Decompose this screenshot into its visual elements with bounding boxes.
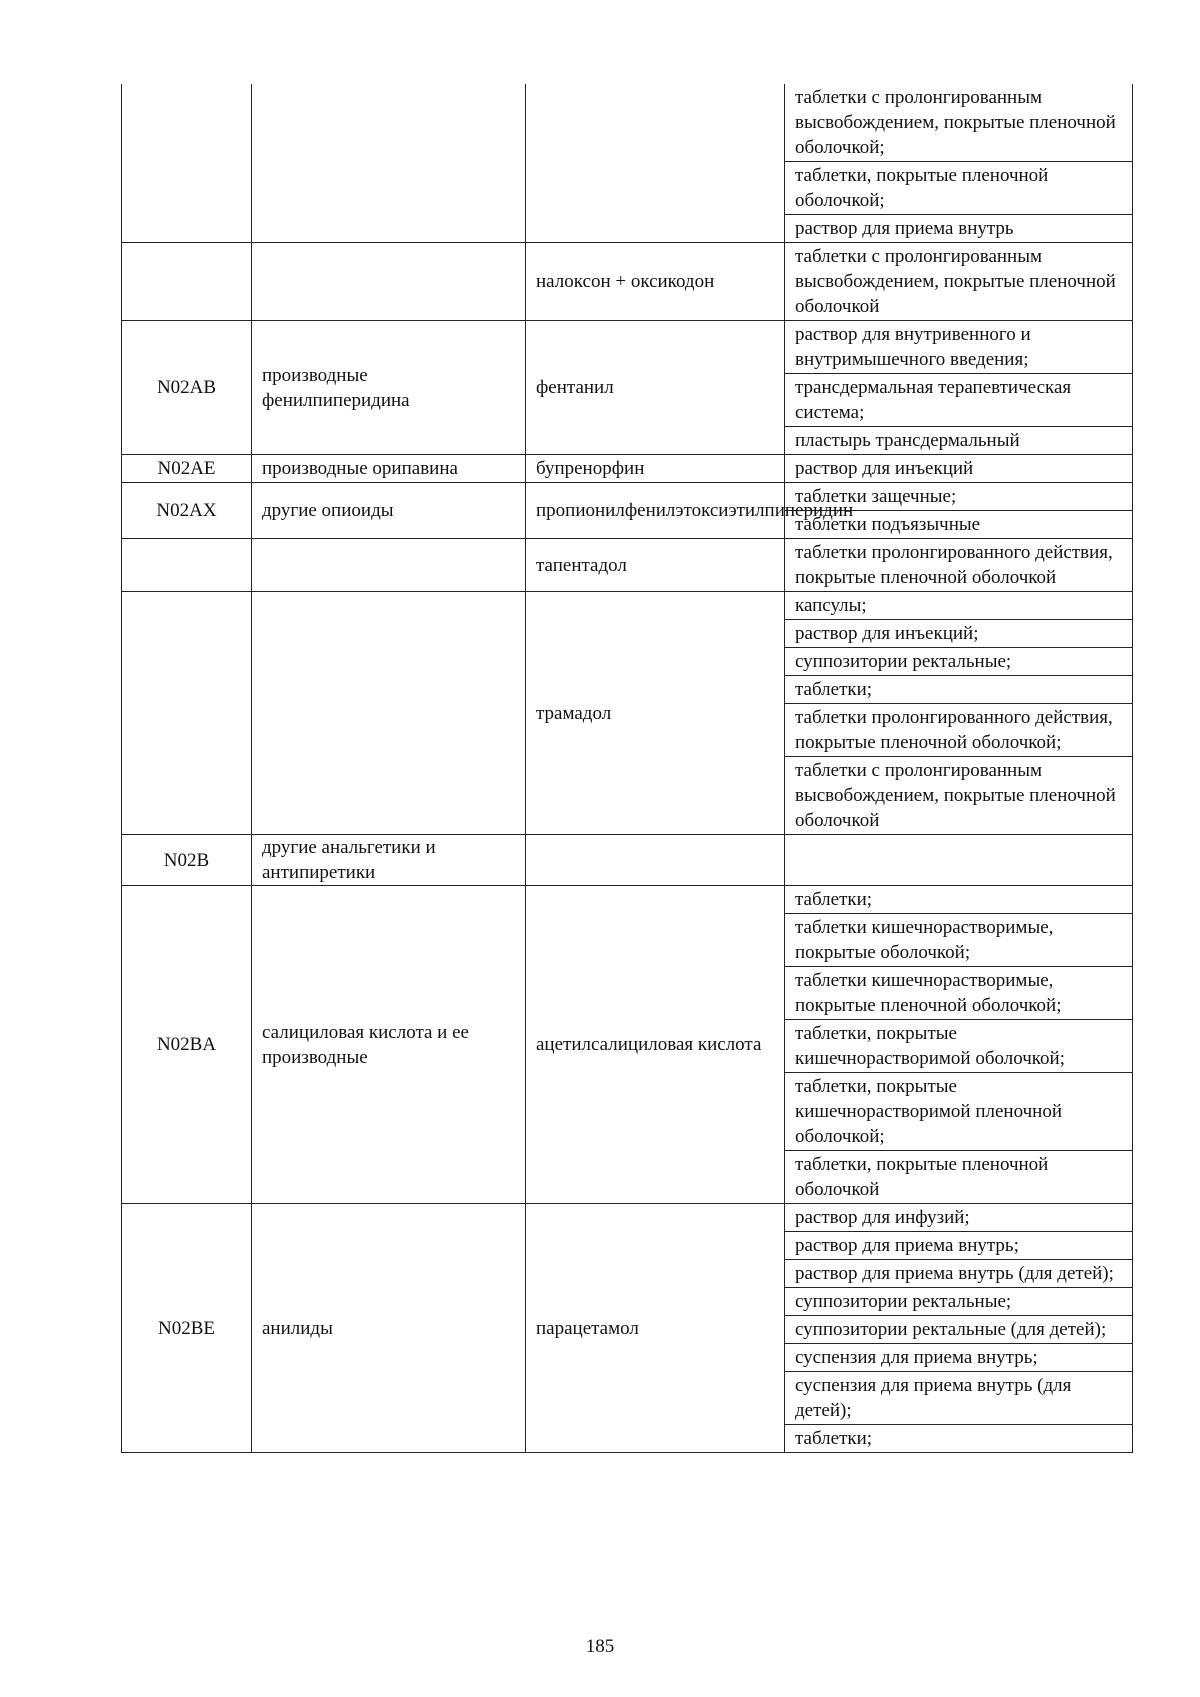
dosage-form-item: раствор для инъекций	[795, 458, 974, 479]
dosage-form-item: таблетки подъязычные	[795, 514, 981, 535]
dosage-form-item: пластырь трансдермальный	[795, 430, 1020, 451]
group-name-cell	[252, 243, 526, 321]
dosage-form-item: таблетки, покрытые пленочной оболочкой;	[785, 162, 1132, 215]
dosage-forms-cell	[785, 243, 1133, 321]
drug-name-cell: бупренорфин	[526, 455, 785, 483]
drug-name-cell: тапентадол	[526, 539, 785, 592]
atc-code-cell: N02BA	[122, 886, 252, 1204]
group-name-cell: анилиды	[252, 1204, 526, 1453]
dosage-forms-cell	[785, 455, 1133, 483]
drug-name-cell: пропионилфенилэтоксиэтилпиперидин	[526, 483, 785, 539]
table-row	[122, 84, 1133, 243]
dosage-forms-cell	[785, 835, 1133, 886]
dosage-form-item: таблетки, покрытые кишечнорастворимой пленочной оболочкой;	[785, 1073, 1132, 1151]
atc-code-cell: N02AX	[122, 483, 252, 539]
atc-code-cell: N02B	[122, 835, 252, 886]
drug-name-cell: трамадол	[526, 592, 785, 835]
dosage-forms-cell	[785, 592, 1133, 835]
group-name-cell: салициловая кислота и ее производные	[252, 886, 526, 1204]
dosage-form-item: таблетки;	[785, 676, 1132, 704]
dosage-form-item: суспензия для приема внутрь;	[785, 1344, 1132, 1372]
dosage-form-item: раствор для приема внутрь;	[785, 1232, 1132, 1260]
drug-name-cell: фентанил	[526, 321, 785, 455]
atc-code-cell: N02AE	[122, 455, 252, 483]
dosage-form-item: таблетки защечные;	[785, 483, 1132, 511]
dosage-forms-cell	[785, 886, 1133, 1204]
group-name-cell: другие опиоиды	[252, 483, 526, 539]
table-row	[122, 455, 1133, 483]
atc-code-cell	[122, 539, 252, 592]
group-name-cell	[252, 592, 526, 835]
dosage-form-item: таблетки с пролонгированным высвобождением, покрытые пленочной оболочкой	[795, 760, 1116, 831]
table-row	[122, 1204, 1133, 1453]
drug-name-cell	[526, 84, 785, 243]
dosage-form-item: суппозитории ректальные;	[785, 1288, 1132, 1316]
dosage-form-item: раствор для приема внутрь (для детей);	[785, 1260, 1132, 1288]
atc-code-cell	[122, 243, 252, 321]
dosage-form-item: раствор для внутривенного и внутримышечного введения;	[785, 321, 1132, 374]
drug-name-cell	[526, 835, 785, 886]
dosage-form-item: таблетки кишечнорастворимые, покрытые оболочкой;	[785, 914, 1132, 967]
table-row	[122, 835, 1133, 886]
dosage-form-item: раствор для инъекций;	[785, 620, 1132, 648]
dosage-form-item: таблетки с пролонгированным высвобождением, покрытые пленочной оболочкой;	[785, 84, 1132, 162]
dosage-form-item: таблетки;	[795, 1428, 873, 1449]
dosage-form-item: суппозитории ректальные;	[785, 648, 1132, 676]
dosage-form-item: раствор для инфузий;	[785, 1204, 1132, 1232]
table-row	[122, 321, 1133, 455]
group-name-cell: другие анальгетики и антипиретики	[252, 835, 526, 886]
table-row	[122, 243, 1133, 321]
atc-code-cell	[122, 84, 252, 243]
dosage-form-item: суспензия для приема внутрь (для детей);	[785, 1372, 1132, 1425]
dosage-forms-cell	[785, 539, 1133, 592]
drug-name-cell: ацетилсалициловая кислота	[526, 886, 785, 1204]
drug-name-cell: парацетамол	[526, 1204, 785, 1453]
medication-table	[121, 84, 1133, 1453]
group-name-cell: производные фенилпиперидина	[252, 321, 526, 455]
dosage-form-item: капсулы;	[785, 592, 1132, 620]
dosage-form-item: раствор для приема внутрь	[795, 218, 1014, 239]
dosage-form-item: трансдермальная терапевтическая система;	[785, 374, 1132, 427]
page-number: 185	[585, 1636, 615, 1657]
table-row	[122, 592, 1133, 835]
dosage-form-item: таблетки, покрытые кишечнорастворимой оболочкой;	[785, 1020, 1132, 1073]
dosage-form-item: таблетки;	[785, 886, 1132, 914]
group-name-cell	[252, 539, 526, 592]
atc-code-cell	[122, 592, 252, 835]
atc-code-cell: N02BE	[122, 1204, 252, 1453]
dosage-form-item: таблетки пролонгированного действия, покрытые пленочной оболочкой	[795, 542, 1113, 588]
dosage-forms-cell	[785, 321, 1133, 455]
dosage-forms-cell	[785, 1204, 1133, 1453]
dosage-form-item: таблетки, покрытые пленочной оболочкой	[795, 1154, 1049, 1200]
dosage-form-item	[785, 835, 1132, 885]
dosage-form-item: таблетки с пролонгированным высвобождением, покрытые пленочной оболочкой	[795, 246, 1116, 317]
atc-code-cell: N02AB	[122, 321, 252, 455]
dosage-form-item: таблетки кишечнорастворимые, покрытые пленочной оболочкой;	[785, 967, 1132, 1020]
group-name-cell	[252, 84, 526, 243]
dosage-form-item: таблетки пролонгированного действия, покрытые пленочной оболочкой;	[785, 704, 1132, 757]
table-row	[122, 539, 1133, 592]
dosage-form-item: суппозитории ректальные (для детей);	[785, 1316, 1132, 1344]
table-row	[122, 483, 1133, 539]
dosage-forms-cell	[785, 84, 1133, 243]
group-name-cell: производные орипавина	[252, 455, 526, 483]
drug-name-cell: налоксон + оксикодон	[526, 243, 785, 321]
table-row	[122, 886, 1133, 1204]
